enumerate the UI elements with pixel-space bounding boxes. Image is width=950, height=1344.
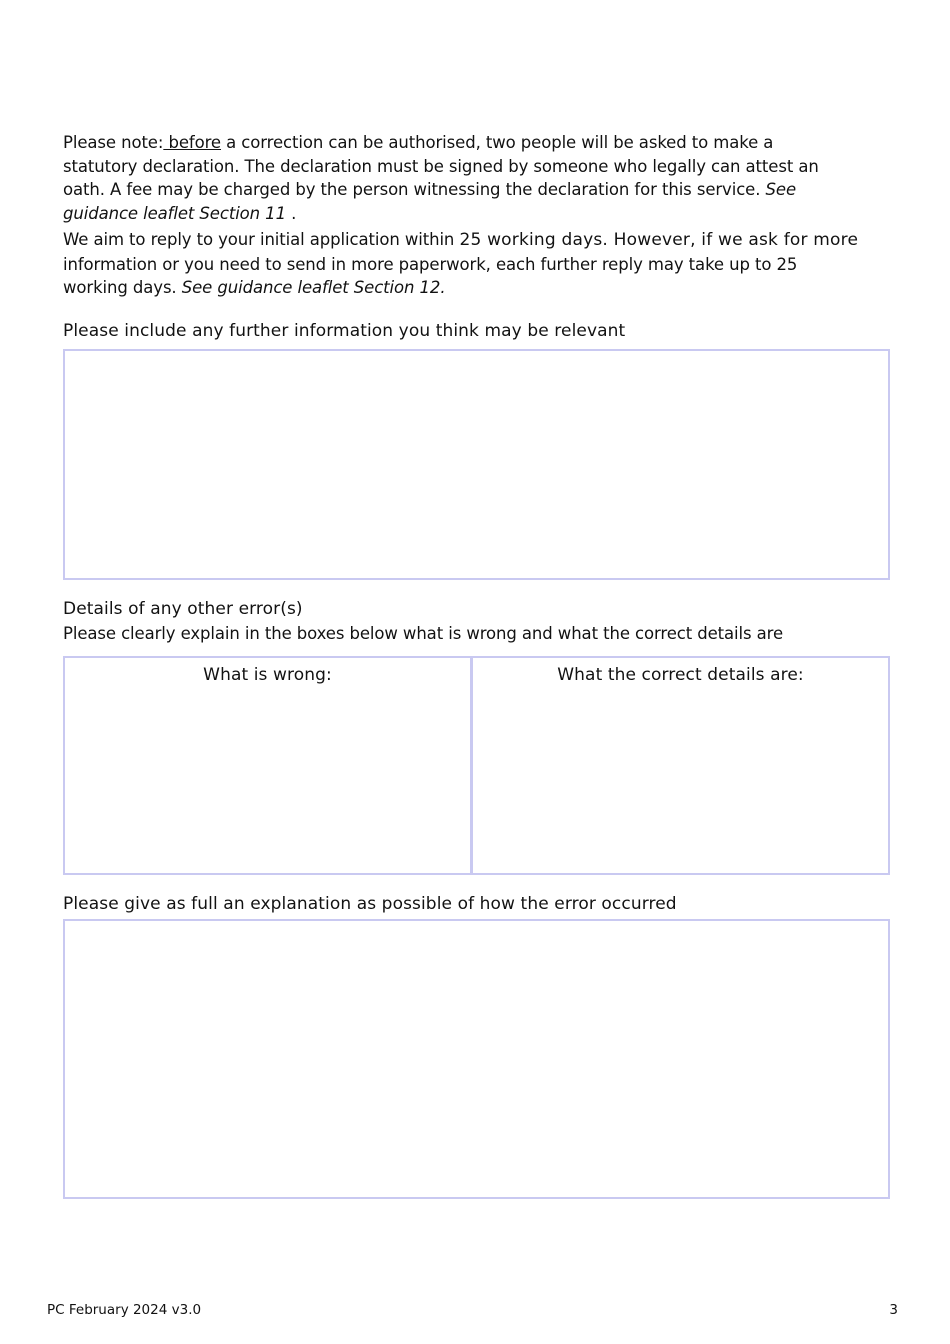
form-content: [63, 131, 890, 1199]
other-errors-instruction: Please clearly explain in the boxes below what is wrong and what the correct details are: [63, 623, 784, 643]
page-footer: [47, 1302, 898, 1318]
footer-page-number: 3: [889, 1302, 898, 1318]
explanation-label: Please give as full an explanation as possible of how the error occurred: [63, 894, 677, 914]
error-details-table: [63, 656, 890, 875]
what-is-wrong-cell[interactable]: [65, 658, 473, 873]
what-is-wrong-header: What is wrong:: [203, 665, 332, 685]
correct-details-cell[interactable]: [473, 658, 888, 873]
note-paragraph: Please note: before a correction can be authorised, two people will be asked to make a statutory declaration. The declaration must be signed by someone who legally can attest an oath. A fee may be charged by the person witnessing the declaration for this service. See guidance leaflet Section 11 .: [63, 133, 819, 223]
reply-time-paragraph: We aim to reply to your initial application within 25 working days. However, if we ask for more information or you need to send in more paperwork, each further reply may take up to 25 working days. See guidance leaflet Section 12.: [63, 230, 859, 297]
further-info-label: Please include any further information you think may be relevant: [63, 320, 626, 341]
correct-details-header: What the correct details are:: [557, 665, 804, 685]
explanation-box[interactable]: [63, 919, 890, 1199]
footer-version: PC February 2024 v3.0: [47, 1302, 202, 1318]
other-errors-heading: Details of any other error(s): [63, 598, 303, 619]
further-info-box[interactable]: [63, 349, 890, 580]
